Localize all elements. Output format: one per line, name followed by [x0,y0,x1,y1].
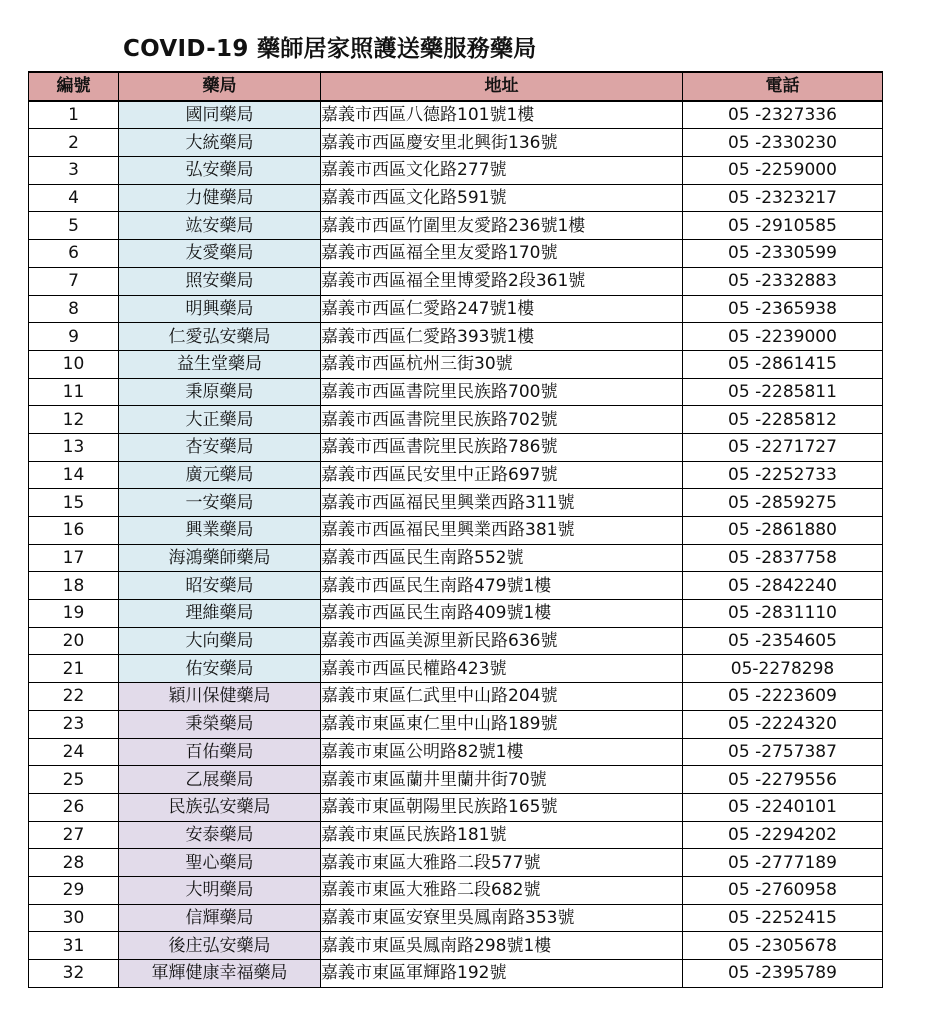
pharmacy-address: 嘉義市西區仁愛路393號1樓 [321,323,683,351]
pharmacy-name: 杏安藥局 [119,433,321,461]
table-row [29,212,883,240]
pharmacy-phone: 05 -2279556 [683,766,883,794]
pharmacy-phone: 05 -2223609 [683,683,883,711]
table-row [29,710,883,738]
pharmacy-phone: 05 -2285811 [683,378,883,406]
table-row [29,849,883,877]
pharmacy-address: 嘉義市西區文化路277號 [321,157,683,185]
row-number: 5 [29,212,119,240]
table-row [29,184,883,212]
pharmacy-name: 民族弘安藥局 [119,793,321,821]
pharmacy-phone: 05 -2910585 [683,212,883,240]
row-number: 30 [29,904,119,932]
header-pharmacy: 藥局 [119,72,321,101]
pharmacy-name: 益生堂藥局 [119,350,321,378]
row-number: 11 [29,378,119,406]
pharmacy-phone: 05 -2861880 [683,517,883,545]
pharmacy-name: 信輝藥局 [119,904,321,932]
row-number: 8 [29,295,119,323]
row-number: 18 [29,572,119,600]
pharmacy-phone: 05 -2239000 [683,323,883,351]
pharmacy-address: 嘉義市西區仁愛路247號1樓 [321,295,683,323]
pharmacy-name: 大正藥局 [119,406,321,434]
row-number: 27 [29,821,119,849]
pharmacy-phone: 05 -2305678 [683,932,883,960]
header-num: 編號 [29,72,119,101]
row-number: 2 [29,129,119,157]
table-row [29,350,883,378]
pharmacy-phone: 05 -2332883 [683,267,883,295]
table-row [29,129,883,157]
pharmacy-address: 嘉義市西區民生南路409號1樓 [321,600,683,628]
pharmacy-address: 嘉義市東區東仁里中山路189號 [321,710,683,738]
row-number: 29 [29,876,119,904]
page-title: COVID-19 藥師居家照護送藥服務藥局 [123,36,537,62]
pharmacy-address: 嘉義市西區福全里友愛路170號 [321,240,683,268]
pharmacy-address: 嘉義市東區安寮里吳鳳南路353號 [321,904,683,932]
pharmacy-name: 仁愛弘安藥局 [119,323,321,351]
pharmacy-phone: 05 -2252733 [683,461,883,489]
row-number: 17 [29,544,119,572]
pharmacy-phone: 05 -2271727 [683,433,883,461]
row-number: 3 [29,157,119,185]
pharmacy-address: 嘉義市西區慶安里北興街136號 [321,129,683,157]
header-address: 地址 [321,72,683,101]
pharmacy-name: 友愛藥局 [119,240,321,268]
pharmacy-address: 嘉義市西區杭州三街30號 [321,350,683,378]
row-number: 10 [29,350,119,378]
pharmacy-phone: 05-2278298 [683,655,883,683]
pharmacy-name: 軍輝健康幸福藥局 [119,960,321,988]
pharmacy-address: 嘉義市東區大雅路二段682號 [321,876,683,904]
table-row [29,738,883,766]
pharmacy-phone: 05 -2294202 [683,821,883,849]
pharmacy-name: 竑安藥局 [119,212,321,240]
pharmacy-name: 弘安藥局 [119,157,321,185]
pharmacy-phone: 05 -2757387 [683,738,883,766]
pharmacy-phone: 05 -2842240 [683,572,883,600]
pharmacy-phone: 05 -2330230 [683,129,883,157]
table-row [29,433,883,461]
pharmacy-name: 安泰藥局 [119,821,321,849]
pharmacy-phone: 05 -2354605 [683,627,883,655]
pharmacy-address: 嘉義市東區民族路181號 [321,821,683,849]
row-number: 24 [29,738,119,766]
row-number: 20 [29,627,119,655]
row-number: 28 [29,849,119,877]
pharmacy-phone: 05 -2861415 [683,350,883,378]
pharmacy-name: 秉榮藥局 [119,710,321,738]
pharmacy-table [28,71,883,988]
table-row [29,572,883,600]
pharmacy-phone: 05 -2395789 [683,960,883,988]
pharmacy-address: 嘉義市西區福民里興業西路381號 [321,517,683,545]
pharmacy-name: 國同藥局 [119,101,321,129]
pharmacy-phone: 05 -2777189 [683,849,883,877]
table-row [29,821,883,849]
pharmacy-name: 廣元藥局 [119,461,321,489]
pharmacy-phone: 05 -2224320 [683,710,883,738]
pharmacy-address: 嘉義市西區竹圍里友愛路236號1樓 [321,212,683,240]
pharmacy-address: 嘉義市西區書院里民族路700號 [321,378,683,406]
row-number: 15 [29,489,119,517]
pharmacy-name: 大統藥局 [119,129,321,157]
pharmacy-phone: 05 -2760958 [683,876,883,904]
table-header-row [29,72,883,101]
row-number: 31 [29,932,119,960]
pharmacy-name: 大明藥局 [119,876,321,904]
table-row [29,904,883,932]
pharmacy-address: 嘉義市西區書院里民族路702號 [321,406,683,434]
table-row [29,157,883,185]
table-row [29,544,883,572]
header-phone: 電話 [683,72,883,101]
pharmacy-name: 秉原藥局 [119,378,321,406]
pharmacy-address: 嘉義市東區仁武里中山路204號 [321,683,683,711]
row-number: 32 [29,960,119,988]
table-row [29,793,883,821]
pharmacy-name: 佑安藥局 [119,655,321,683]
table-row [29,627,883,655]
table-row [29,960,883,988]
pharmacy-address: 嘉義市西區書院里民族路786號 [321,433,683,461]
pharmacy-phone: 05 -2259000 [683,157,883,185]
pharmacy-address: 嘉義市西區民安里中正路697號 [321,461,683,489]
pharmacy-phone: 05 -2330599 [683,240,883,268]
pharmacy-address: 嘉義市西區美源里新民路636號 [321,627,683,655]
table-row [29,461,883,489]
table-row [29,240,883,268]
table-row [29,683,883,711]
pharmacy-name: 興業藥局 [119,517,321,545]
table-row [29,932,883,960]
row-number: 25 [29,766,119,794]
row-number: 6 [29,240,119,268]
row-number: 14 [29,461,119,489]
table-row [29,267,883,295]
pharmacy-phone: 05 -2837758 [683,544,883,572]
table-row [29,406,883,434]
pharmacy-address: 嘉義市西區文化路591號 [321,184,683,212]
table-row [29,378,883,406]
pharmacy-address: 嘉義市東區軍輝路192號 [321,960,683,988]
pharmacy-phone: 05 -2252415 [683,904,883,932]
table-row [29,323,883,351]
pharmacy-address: 嘉義市東區大雅路二段577號 [321,849,683,877]
row-number: 1 [29,101,119,129]
pharmacy-name: 昭安藥局 [119,572,321,600]
pharmacy-address: 嘉義市西區民生南路552號 [321,544,683,572]
table-row [29,766,883,794]
pharmacy-address: 嘉義市西區民權路423號 [321,655,683,683]
row-number: 13 [29,433,119,461]
pharmacy-address: 嘉義市東區公明路82號1樓 [321,738,683,766]
pharmacy-address: 嘉義市東區吳鳳南路298號1樓 [321,932,683,960]
pharmacy-phone: 05 -2831110 [683,600,883,628]
row-number: 7 [29,267,119,295]
row-number: 26 [29,793,119,821]
pharmacy-name: 穎川保健藥局 [119,683,321,711]
pharmacy-name: 照安藥局 [119,267,321,295]
row-number: 21 [29,655,119,683]
table-row [29,876,883,904]
pharmacy-phone: 05 -2859275 [683,489,883,517]
pharmacy-name: 一安藥局 [119,489,321,517]
pharmacy-phone: 05 -2285812 [683,406,883,434]
pharmacy-address: 嘉義市西區福全里博愛路2段361號 [321,267,683,295]
pharmacy-address: 嘉義市西區八德路101號1樓 [321,101,683,129]
table-row [29,101,883,129]
pharmacy-name: 理維藥局 [119,600,321,628]
pharmacy-address: 嘉義市東區朝陽里民族路165號 [321,793,683,821]
table-row [29,600,883,628]
table-row [29,489,883,517]
table-body [29,101,883,988]
row-number: 19 [29,600,119,628]
table-row [29,655,883,683]
table-row [29,295,883,323]
row-number: 9 [29,323,119,351]
table-row [29,517,883,545]
pharmacy-phone: 05 -2323217 [683,184,883,212]
pharmacy-address: 嘉義市西區民生南路479號1樓 [321,572,683,600]
row-number: 12 [29,406,119,434]
row-number: 4 [29,184,119,212]
pharmacy-name: 後庄弘安藥局 [119,932,321,960]
pharmacy-name: 聖心藥局 [119,849,321,877]
row-number: 23 [29,710,119,738]
pharmacy-address: 嘉義市西區福民里興業西路311號 [321,489,683,517]
pharmacy-name: 明興藥局 [119,295,321,323]
pharmacy-phone: 05 -2240101 [683,793,883,821]
pharmacy-name: 海鴻藥師藥局 [119,544,321,572]
pharmacy-name: 乙展藥局 [119,766,321,794]
pharmacy-phone: 05 -2327336 [683,101,883,129]
pharmacy-name: 力健藥局 [119,184,321,212]
row-number: 22 [29,683,119,711]
pharmacy-address: 嘉義市東區蘭井里蘭井街70號 [321,766,683,794]
pharmacy-name: 百佑藥局 [119,738,321,766]
pharmacy-phone: 05 -2365938 [683,295,883,323]
pharmacy-name: 大向藥局 [119,627,321,655]
row-number: 16 [29,517,119,545]
